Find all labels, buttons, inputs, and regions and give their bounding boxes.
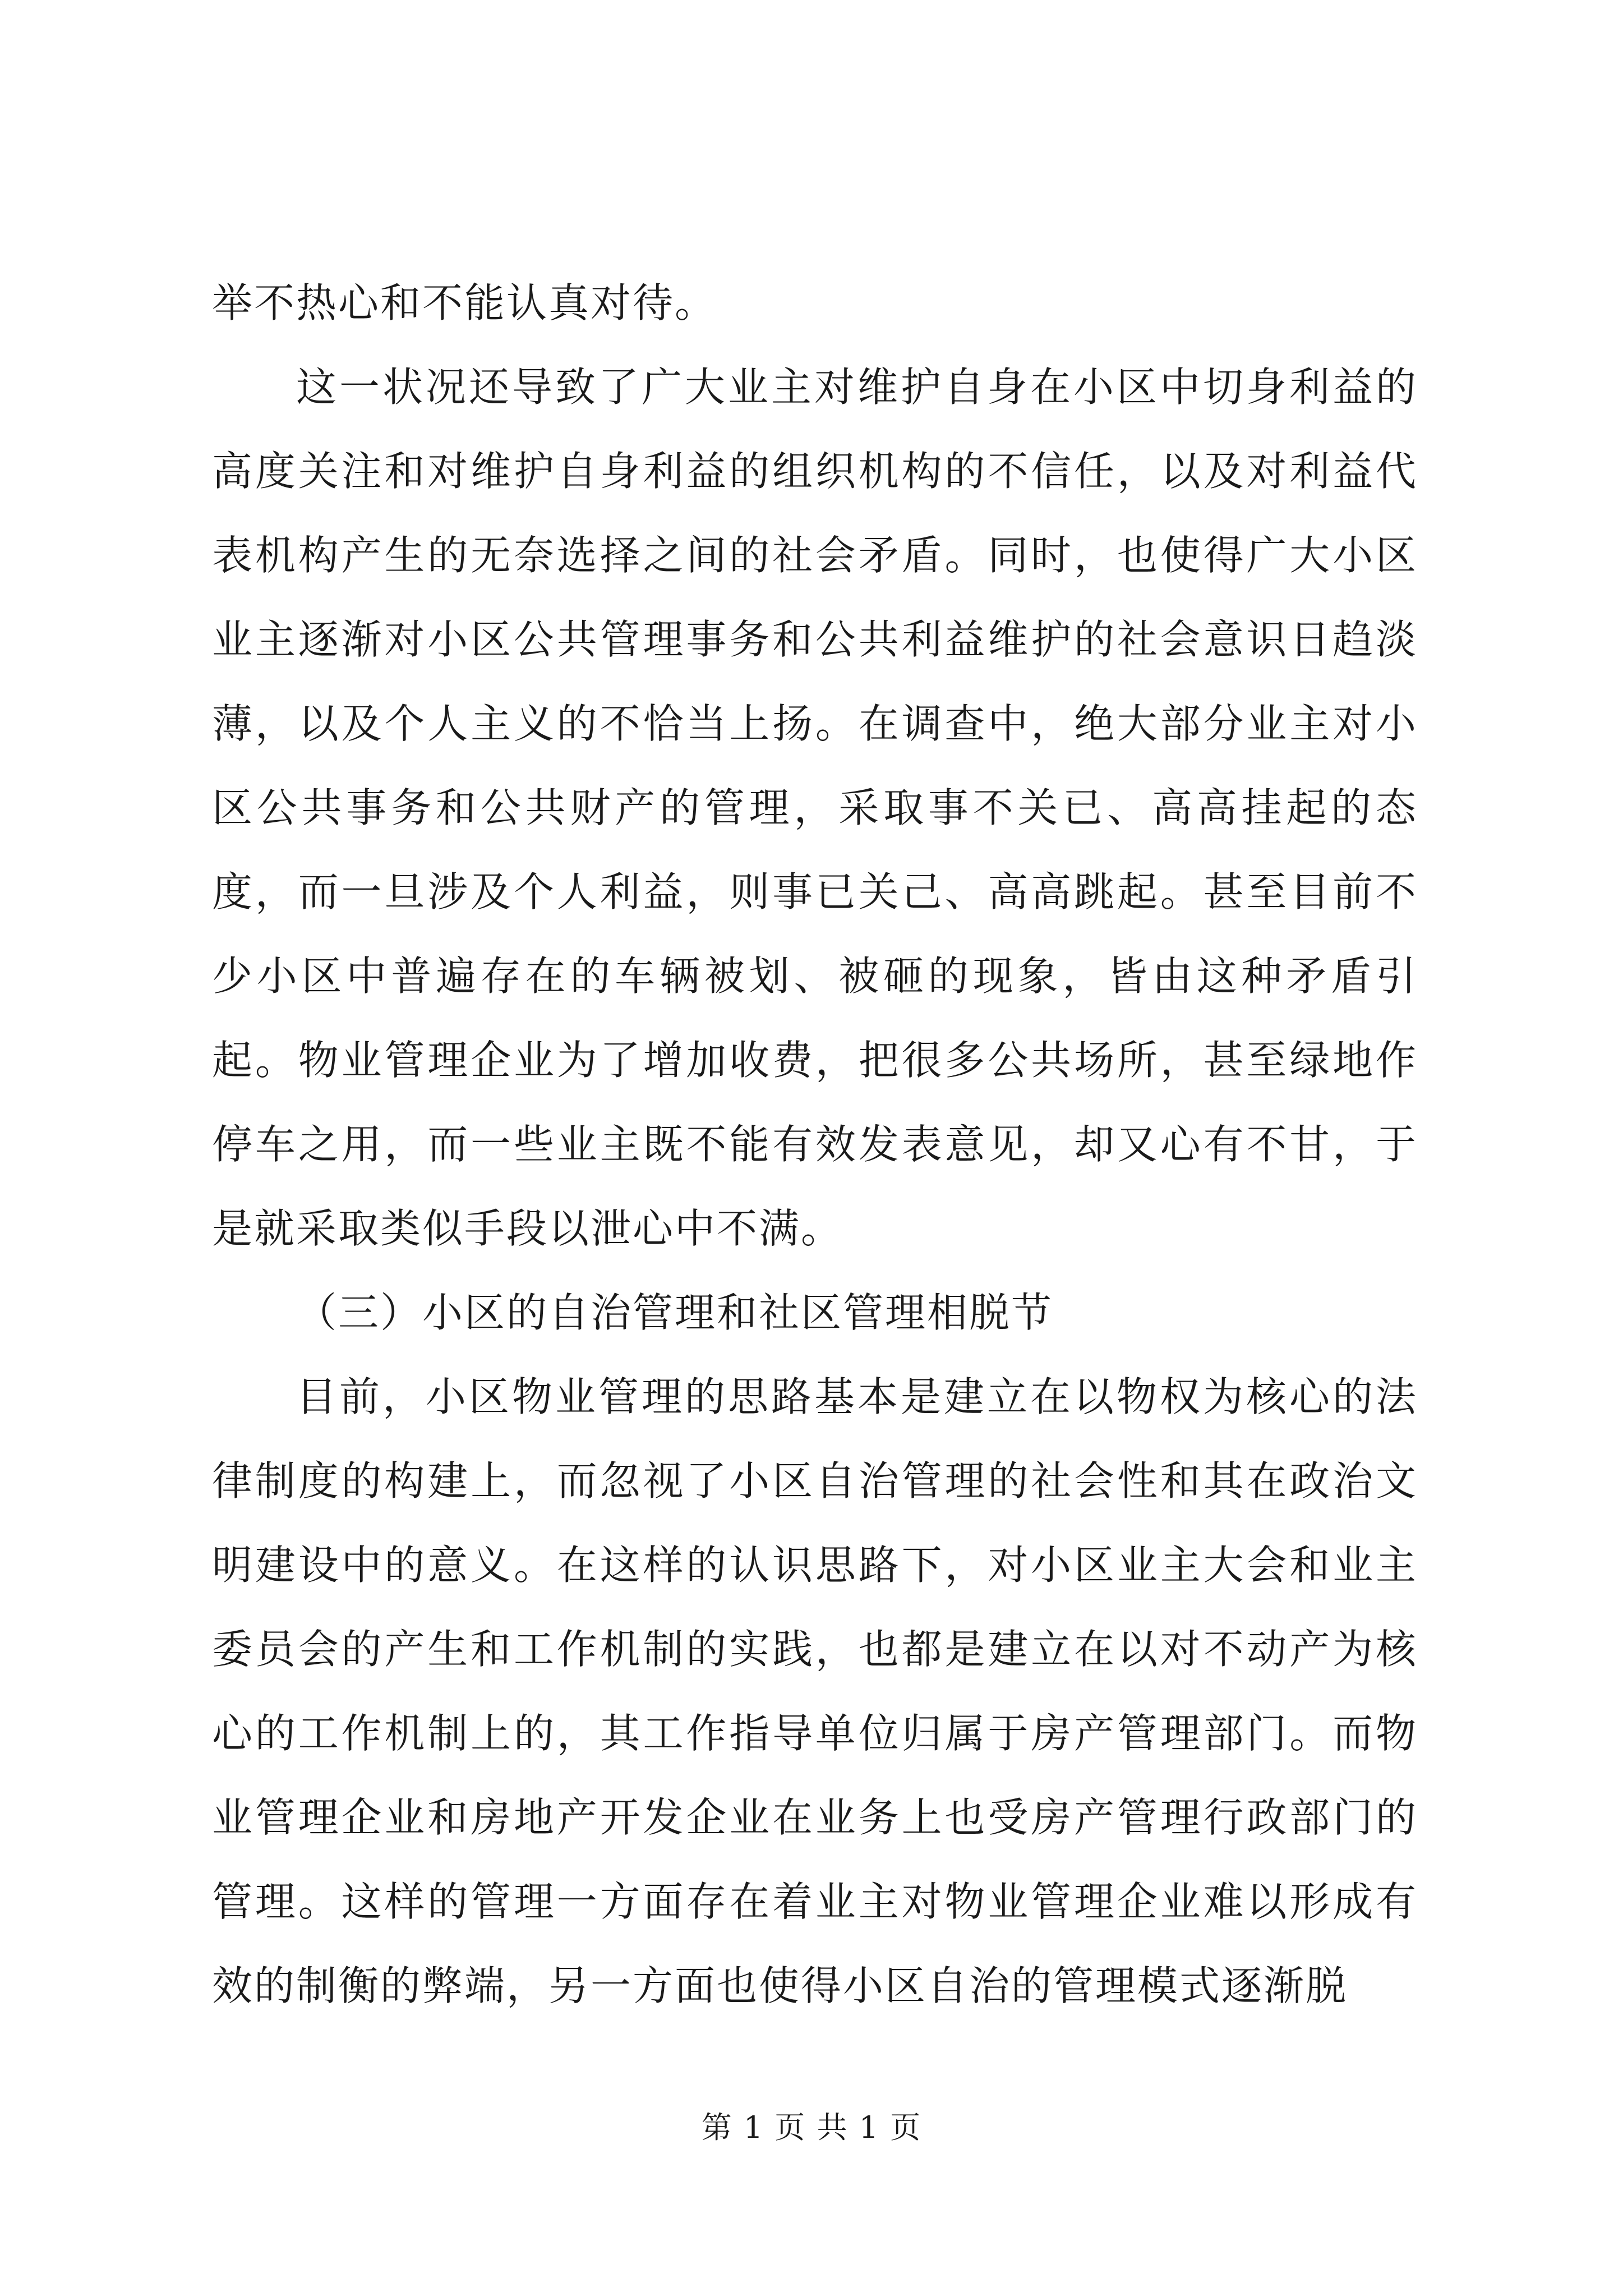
section-heading: （三）小区的自治管理和社区管理相脱节 [296,1289,1054,1336]
paragraph-continuation: 举不热心和不能认真对待。 [212,279,717,326]
paragraph-current-management: 目前，小区物业管理的思路基本是建立在以物权为核心的法律制度的构建上，而忽视了小区自治管理的社会性和其在政治文明建设中的意义。在这样的认识思路下，对小区业主大会和业主委员会的产生和工作机制的实践，也都是建立在以对不动产为核心的工作机制上的，其工作指导单位归属于房产管理部门。而物业管理企业和房地产开发企业在业务上也受房产管理行政部门的管理。这样的管理一方面存在着业主对物业管理企业难以形成有效的制衡的弊端，另一方面也使得小区自治的管理模式逐渐脱 [212,1373,1418,2009]
paragraph-consequences: 这一状况还导致了广大业主对维护自身在小区中切身利益的高度关注和对维护自身利益的组织机构的不信任，以及对利益代表机构产生的无奈选择之间的社会矛盾。同时，也使得广大小区业主逐渐对小区公共管理事务和公共利益维护的社会意识日趋淡薄，以及个人主义的不恰当上扬。在调查中，绝大部分业主对小区公共事务和公共财产的管理，采取事不关已、高高挂起的态度，而一旦涉及个人利益，则事已关己、高高跳起。甚至目前不少小区中普遍存在的车辆被划、被砸的现象，皆由这种矛盾引起。物业管理企业为了增加收费，把很多公共场所，甚至绿地作停车之用，而一些业主既不能有效发表意见，却又心有不甘，于是就采取类似手段以泄心中不满。 [212,364,1418,1252]
page-footer: 第 1 页 共 1 页 [701,2110,922,2145]
document-body [212,261,1418,2028]
